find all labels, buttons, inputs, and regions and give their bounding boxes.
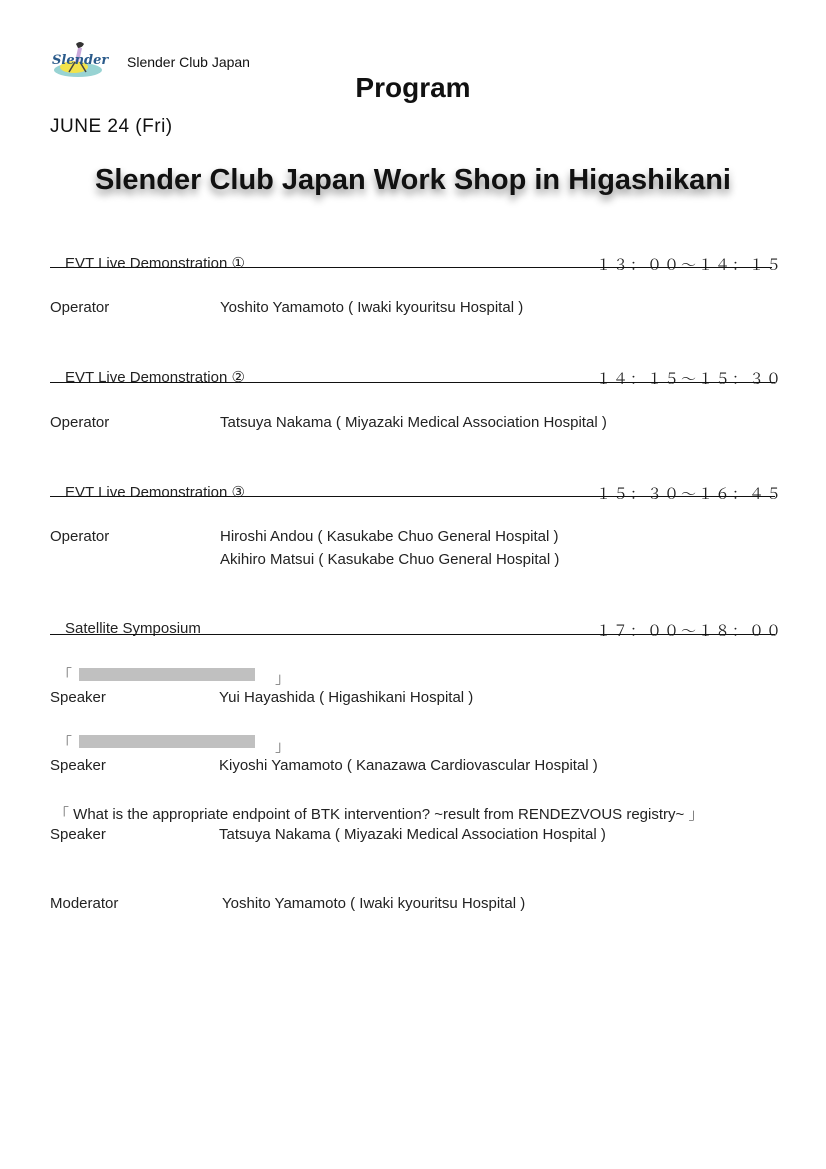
redacted-topic	[79, 735, 255, 748]
session-time: １３：００～１４：１５	[596, 257, 784, 274]
moderator-label: Moderator	[50, 895, 119, 912]
operator-name: Tatsuya Nakama ( Miyazaki Medical Association Hospital )	[220, 414, 607, 431]
session-time: １４：１５～１５：３０	[596, 371, 784, 388]
speaker-name: Kiyoshi Yamamoto ( Kanazawa Cardiovascular Hospital )	[219, 757, 598, 774]
speaker-name: Yui Hayashida ( Higashikani Hospital )	[219, 689, 474, 706]
topic-open-bracket: 「	[57, 735, 73, 752]
topic-close-bracket: 」	[275, 670, 291, 687]
role-label: Operator	[50, 414, 110, 431]
moderator-name: Yoshito Yamamoto ( Iwaki kyouritsu Hospital )	[222, 895, 526, 912]
event-headline: Slender Club Japan Work Shop in Higashikani	[95, 164, 731, 196]
section-divider	[50, 267, 772, 268]
topic-close-bracket: 」	[275, 738, 291, 755]
page-title: Program	[355, 72, 471, 103]
operator-name: Yoshito Yamamoto ( Iwaki kyouritsu Hospital )	[220, 299, 524, 316]
section-divider	[50, 634, 775, 635]
session-title: EVT Live Demonstration ②	[65, 369, 245, 386]
symposium-title: Satellite Symposium	[65, 620, 201, 637]
symposium-time: １７：００～１８：００	[596, 623, 784, 640]
session-time: １５：３０～１６：４５	[596, 486, 784, 503]
role-label: Operator	[50, 528, 110, 545]
operator-name: Akihiro Matsui ( Kasukabe Chuo General Hospital )	[220, 551, 560, 568]
redacted-topic	[79, 668, 255, 681]
role-label: Speaker	[50, 689, 106, 706]
role-label: Operator	[50, 299, 110, 316]
section-divider	[50, 382, 775, 383]
operator-name: Hiroshi Andou ( Kasukabe Chuo General Hospital )	[220, 528, 559, 545]
talk-topic: 「 What is the appropriate endpoint of BTK intervention? ~result from RENDEZVOUS registry~ 」	[54, 806, 704, 823]
svg-text:Slender: Slender	[52, 53, 109, 68]
session-title: EVT Live Demonstration ①	[65, 255, 245, 272]
speaker-name: Tatsuya Nakama ( Miyazaki Medical Association Hospital )	[219, 826, 606, 843]
session-title: EVT Live Demonstration ③	[65, 484, 245, 501]
section-divider	[50, 496, 775, 497]
org-name: Slender Club Japan	[127, 54, 250, 70]
topic-open-bracket: 「	[57, 667, 73, 684]
role-label: Speaker	[50, 826, 106, 843]
role-label: Speaker	[50, 757, 106, 774]
event-date: JUNE 24 (Fri)	[50, 116, 173, 137]
